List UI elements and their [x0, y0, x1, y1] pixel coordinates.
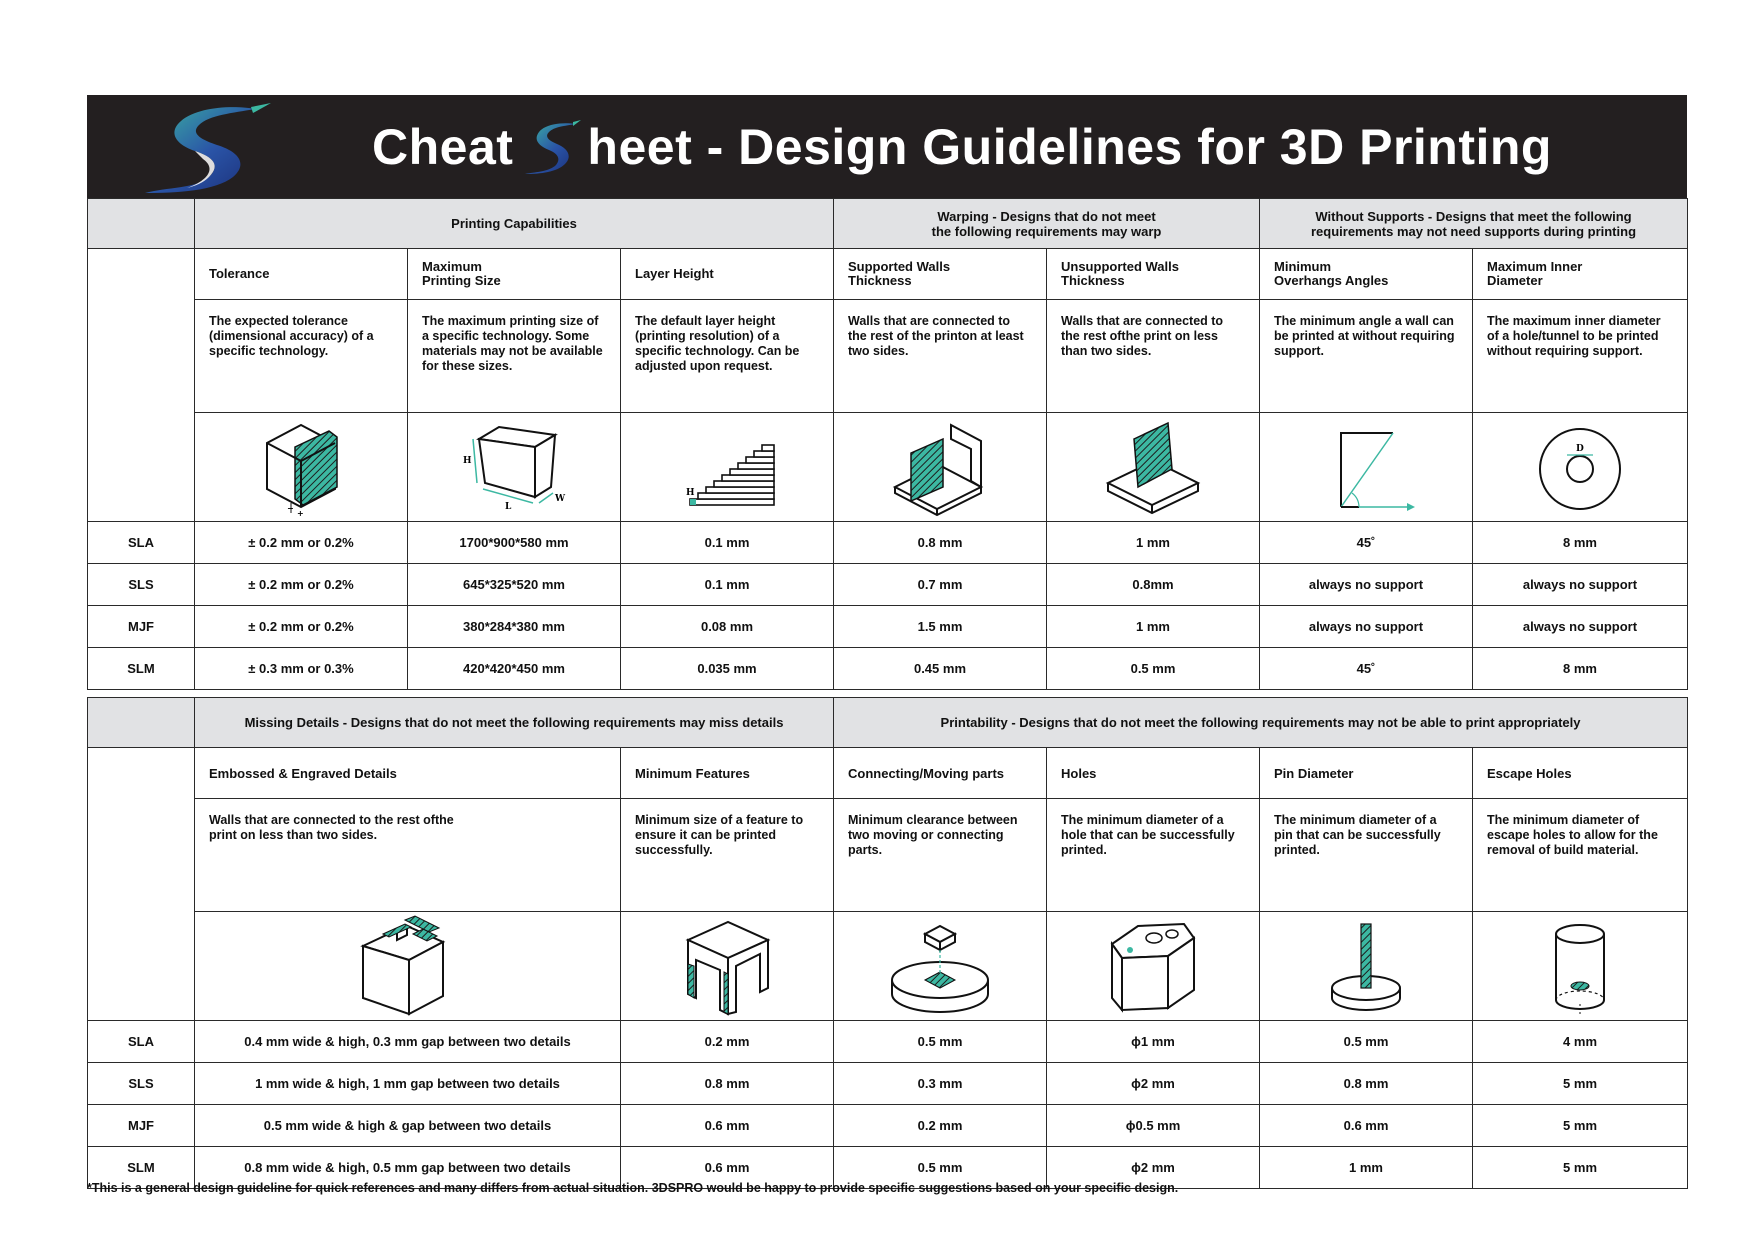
value-cell: 0.8 mm: [834, 522, 1047, 564]
value-cell: 380*284*380 mm: [408, 606, 621, 648]
col-title-tolerance: Tolerance: [195, 249, 408, 300]
label-column-spacer: [88, 249, 195, 522]
value-cell: 0.5 mm: [1047, 648, 1260, 690]
details-printability-table: [87, 697, 1688, 1189]
value-cell: 0.5 mm: [1260, 1021, 1473, 1063]
value-cell: ± 0.3 mm or 0.3%: [195, 648, 408, 690]
holes-prism-icon: [1098, 914, 1208, 1018]
section-header-row: [88, 199, 1688, 249]
value-cell: 1 mm: [1047, 522, 1260, 564]
illustration-row: [88, 912, 1688, 1021]
value-cell: 0.6 mm: [621, 1105, 834, 1147]
group-without-supports: Without Supports - Designs that meet the following requirements may not need supports during printing: [1260, 199, 1688, 249]
col-title-max-size: Maximum Printing Size: [408, 249, 621, 300]
col-title-min-features: Minimum Features: [621, 748, 834, 799]
col-title-pin: Pin Diameter: [1260, 748, 1473, 799]
value-cell: 1700*900*580 mm: [408, 522, 621, 564]
value-cell: 0.5 mm wide & high & gap between two details: [195, 1105, 621, 1147]
value-cell: 0.1 mm: [621, 564, 834, 606]
desc-escape: The minimum diameter of escape holes to allow for the removal of build material.: [1473, 799, 1688, 912]
page-title: [372, 95, 1552, 198]
desc-pin: The minimum diameter of a pin that can be successfully printed.: [1260, 799, 1473, 912]
tol-minus-label: −: [287, 504, 294, 513]
illus-connecting: [834, 912, 1047, 1021]
corner-cell: [88, 698, 195, 748]
value-cell: 45˚: [1260, 648, 1473, 690]
capabilities-table: [87, 198, 1688, 690]
col-title-connecting: Connecting/Moving parts: [834, 748, 1047, 799]
group-printability: Printability - Designs that do not meet the following requirements may not be able to print appropriately: [834, 698, 1688, 748]
col-title-escape: Escape Holes: [1473, 748, 1688, 799]
title-part-1: Cheat: [372, 118, 514, 175]
pin-icon: [1311, 914, 1421, 1018]
illus-min-features: [621, 912, 834, 1021]
section-header-row: [88, 698, 1688, 748]
desc-embossed: Walls that are connected to the rest ofthe print on less than two sides.: [195, 799, 621, 912]
table-row: [88, 606, 1688, 648]
value-cell: 4 mm: [1473, 1021, 1688, 1063]
tech-label: MJF: [88, 1105, 195, 1147]
value-cell: 1 mm: [1047, 606, 1260, 648]
value-cell: ϕ2 mm: [1047, 1063, 1260, 1105]
col-title-supported-walls: Supported Walls Thickness: [834, 249, 1047, 300]
value-cell: 420*420*450 mm: [408, 648, 621, 690]
minimum-feature-icon: [672, 914, 782, 1018]
value-cell: 8 mm: [1473, 522, 1688, 564]
table-gap: [87, 690, 1687, 697]
value-cell: 5 mm: [1473, 1105, 1688, 1147]
value-cell: 1.5 mm: [834, 606, 1047, 648]
value-cell: 0.5 mm: [834, 1021, 1047, 1063]
illus-overhang: [1260, 413, 1473, 522]
desc-supported-walls: Walls that are connected to the rest of the printon at least two sides.: [834, 300, 1047, 413]
table-row: [88, 1105, 1688, 1147]
desc-connecting: Minimum clearance between two moving or connecting parts.: [834, 799, 1047, 912]
tech-label: SLM: [88, 648, 195, 690]
illus-escape: [1473, 912, 1688, 1021]
desc-holes: The minimum diameter of a hole that can be successfully printed.: [1047, 799, 1260, 912]
description-row: [88, 799, 1688, 912]
cheat-sheet: [87, 95, 1687, 1189]
tech-label: SLM: [88, 1147, 195, 1189]
desc-min-features: Minimum size of a feature to ensure it can be printed successfully.: [621, 799, 834, 912]
illus-inner-diameter: [1473, 413, 1688, 522]
s-swoosh-logo-icon: [137, 103, 272, 195]
value-cell: 0.8mm: [1047, 564, 1260, 606]
title-part-2: heet - Design Guidelines for 3D Printing: [587, 118, 1552, 175]
footnote: *This is a general design guideline for quick references and many differs from actual situation. 3DSPRO would be happy to provide specific suggestions based on your specific design.: [87, 1181, 1179, 1195]
illus-pin: [1260, 912, 1473, 1021]
value-cell: ± 0.2 mm or 0.2%: [195, 522, 408, 564]
value-cell: 5 mm: [1473, 1147, 1688, 1189]
value-cell: 1 mm wide & high, 1 mm gap between two details: [195, 1063, 621, 1105]
col-title-overhang: Minimum Overhangs Angles: [1260, 249, 1473, 300]
table-row: [88, 648, 1688, 690]
label-column-spacer: [88, 748, 195, 1021]
tech-label: SLA: [88, 522, 195, 564]
tolerance-cube-icon: [251, 417, 351, 517]
illus-layer-height: [621, 413, 834, 522]
value-cell: always no support: [1260, 564, 1473, 606]
escape-hole-cylinder-icon: [1525, 914, 1635, 1018]
value-cell: 8 mm: [1473, 648, 1688, 690]
value-cell: ± 0.2 mm or 0.2%: [195, 606, 408, 648]
col-title-layer-height: Layer Height: [621, 249, 834, 300]
value-cell: 0.8 mm: [1260, 1063, 1473, 1105]
group-missing-details: Missing Details - Designs that do not meet the following requirements may miss details: [195, 698, 834, 748]
value-cell: 0.6 mm: [1260, 1105, 1473, 1147]
col-title-embossed: Embossed & Engraved Details: [195, 748, 621, 799]
table-row: [88, 1063, 1688, 1105]
tech-label: SLS: [88, 564, 195, 606]
value-cell: always no support: [1473, 564, 1688, 606]
value-cell: 5 mm: [1473, 1063, 1688, 1105]
value-cell: 0.08 mm: [621, 606, 834, 648]
inner-diameter-icon: [1525, 417, 1635, 517]
desc-layer-height: The default layer height (printing resolution) of a specific technology. Can be adjusted upon request.: [621, 300, 834, 413]
illustration-row: [88, 413, 1688, 522]
value-cell: 0.035 mm: [621, 648, 834, 690]
column-title-row: [88, 249, 1688, 300]
value-cell: 1 mm: [1260, 1147, 1473, 1189]
header-banner: [87, 95, 1687, 198]
overhang-angle-icon: [1311, 417, 1421, 517]
tech-label: SLS: [88, 1063, 195, 1105]
tech-label: MJF: [88, 606, 195, 648]
unsupported-wall-icon: [1098, 417, 1208, 517]
corner-cell: [88, 199, 195, 249]
value-cell: 0.4 mm wide & high, 0.3 mm gap between two details: [195, 1021, 621, 1063]
value-cell: 0.2 mm: [834, 1105, 1047, 1147]
value-cell: ϕ1 mm: [1047, 1021, 1260, 1063]
desc-tolerance: The expected tolerance (dimensional accuracy) of a specific technology.: [195, 300, 408, 413]
connecting-parts-icon: [885, 914, 995, 1018]
desc-unsupported-walls: Walls that are connected to the rest ofthe print on less than two sides.: [1047, 300, 1260, 413]
illus-embossed: [195, 912, 621, 1021]
col-title-holes: Holes: [1047, 748, 1260, 799]
illus-supported-walls: [834, 413, 1047, 522]
table-row: [88, 522, 1688, 564]
value-cell: 0.5 mm: [834, 1147, 1047, 1189]
value-cell: 0.2 mm: [621, 1021, 834, 1063]
value-cell: 645*325*520 mm: [408, 564, 621, 606]
value-cell: ϕ0.5 mm: [1047, 1105, 1260, 1147]
size-l-label: L: [505, 502, 512, 512]
value-cell: 0.8 mm: [621, 1063, 834, 1105]
tech-label: SLA: [88, 1021, 195, 1063]
illus-unsupported-walls: [1047, 413, 1260, 522]
column-title-row: [88, 748, 1688, 799]
value-cell: 0.8 mm wide & high, 0.5 mm gap between two details: [195, 1147, 621, 1189]
value-cell: always no support: [1260, 606, 1473, 648]
layer-staircase-icon: [672, 417, 782, 517]
value-cell: 0.3 mm: [834, 1063, 1047, 1105]
illus-holes: [1047, 912, 1260, 1021]
desc-inner-diameter: The maximum inner diameter of a hole/tunnel to be printed without requiring support.: [1473, 300, 1688, 413]
group-warping: Warping - Designs that do not meet the following requirements may warp: [834, 199, 1260, 249]
value-cell: always no support: [1473, 606, 1688, 648]
value-cell: 45˚: [1260, 522, 1473, 564]
value-cell: ± 0.2 mm or 0.2%: [195, 564, 408, 606]
group-printing-capabilities: Printing Capabilities: [195, 199, 834, 249]
table-row: [88, 1021, 1688, 1063]
value-cell: 0.6 mm: [621, 1147, 834, 1189]
s-letter-logo-icon: [523, 120, 581, 174]
col-title-unsupported-walls: Unsupported Walls Thickness: [1047, 249, 1260, 300]
col-title-inner-diameter: Maximum Inner Diameter: [1473, 249, 1688, 300]
supported-wall-icon: [885, 417, 995, 517]
value-cell: 0.7 mm: [834, 564, 1047, 606]
value-cell: 0.1 mm: [621, 522, 834, 564]
illus-max-size: [408, 413, 621, 522]
tol-plus-label: +: [297, 509, 304, 517]
printing-size-box-icon: [459, 417, 569, 517]
desc-overhang: The minimum angle a wall can be printed at without requiring support.: [1260, 300, 1473, 413]
embossed-engraved-icon: [353, 914, 463, 1018]
value-cell: 0.45 mm: [834, 648, 1047, 690]
size-w-label: W: [555, 494, 566, 504]
value-cell: ϕ2 mm: [1047, 1147, 1260, 1189]
illus-tolerance: [195, 413, 408, 522]
layer-h-label: H: [686, 488, 695, 498]
size-h-label: H: [463, 456, 472, 466]
diameter-d-label: D: [1576, 444, 1584, 454]
desc-max-size: The maximum printing size of a specific technology. Some materials may not be available for these sizes.: [408, 300, 621, 413]
description-row: [88, 300, 1688, 413]
table-row: [88, 564, 1688, 606]
